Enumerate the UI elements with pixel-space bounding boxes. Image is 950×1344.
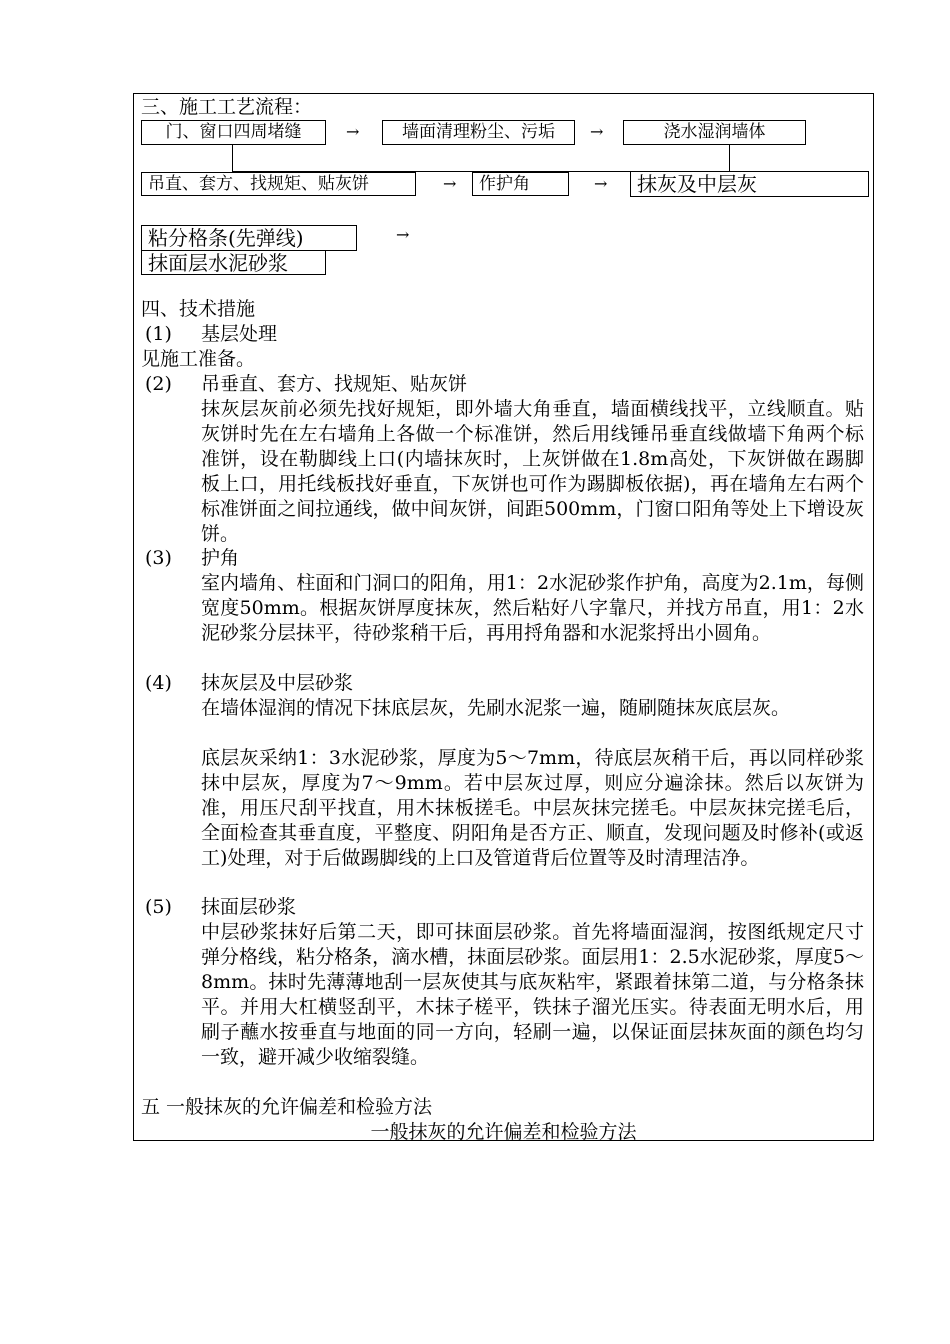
section4-heading: 四、技术措施 [141, 298, 256, 320]
item2-text: 抹灰层灰前必须先找好规矩，即外墙大角垂直，墙面横线找平，立线顺直。贴灰饼时先在左右墙角上各做一个标准饼，然后用线锤吊垂直线做墙下角两个标准饼，设在勒脚线上口(内墙抹灰时，上灰饼做在1.8m高处，下灰饼做在踢脚板上口，用托线板找好垂直，下灰饼也可作为踢脚板依据)，再在墙角左右两个标准饼面之间拉通线，做中间灰饼，间距500mm，门窗口阳角等处上下增设灰饼。 [201, 398, 864, 545]
flow-box-wall-cleaning: 墙面清理粉尘、污垢 [382, 120, 575, 145]
flow-arrow-4: → [594, 174, 608, 193]
flow-box-door-window-seal: 门、窗口四周堵缝 [141, 120, 326, 145]
item3-title: 护角 [201, 547, 240, 569]
item4-text-2: 底层灰采纳1：3水泥砂浆，厚度为5～7mm，待底层灰稍干后，再以同样砂浆抹中层灰，厚度为7～9mm。若中层灰过厚，则应分遍涂抹。然后以灰饼为准，用压尺刮平找直，用木抹板搓毛。中层灰抹完搓毛。中层灰抹完搓毛后，全面检查其垂直度，平整度、阴阳角是否方正、顺直，发现问题及时修补(或返工)处理，对于后做踢脚线的上口及管道背后位置等及时清理洁净。 [201, 747, 864, 869]
flow-box-divider-strip: 粘分格条(先弹线) [141, 225, 357, 251]
item5-title: 抹面层砂浆 [201, 896, 297, 918]
flow-arrow-5: → [396, 225, 410, 244]
flow-box-surface-mortar: 抹面层水泥砂浆 [141, 250, 326, 275]
item5-text: 中层砂浆抹好后第二天，即可抹面层砂浆。首先将墙面湿润，按图纸规定尺寸弹分格线，粘分格条，滴水槽，抹面层砂浆。面层用1：2.5水泥砂浆，厚度5～8mm。抹时先薄薄地刮一层灰使其与底灰粘牢，紧跟着抹第二道，与分格条抹平。并用大杠横竖刮平，木抹子槎平，铁抹子溜光压实。待表面无明水后，用刷子蘸水按垂直与地面的同一方向，轻刷一遍，以保证面层抹灰面的颜色均匀一致，避开减少收缩裂缝。 [201, 921, 864, 1068]
item2-title: 吊垂直、套方、找规矩、贴灰饼 [201, 373, 468, 395]
section3-heading: 三、施工工艺流程： [141, 96, 313, 118]
item1-title: 基层处理 [201, 323, 278, 345]
item4-text-1: 在墙体湿润的情况下抹底层灰，先刷水泥浆一遍，随刷随抹灰底层灰。 [201, 697, 791, 719]
flow-box-plumb-square: 吊直、套方、找规矩、贴灰饼 [141, 172, 416, 196]
item4-title: 抹灰层及中层砂浆 [201, 672, 354, 694]
flow-connector-right [729, 145, 730, 172]
item5-number: (5) [145, 896, 172, 918]
item3-number: (3) [145, 547, 172, 569]
item1-number: (1) [145, 323, 172, 345]
flow-connector-left [232, 145, 233, 172]
item1-text: 见施工准备。 [141, 348, 256, 370]
item2-number: (2) [145, 373, 172, 395]
flow-box-wet-wall: 浇水湿润墙体 [623, 120, 806, 145]
flow-arrow-2: → [590, 122, 604, 141]
table-title: 一般抹灰的允许偏差和检验方法 [370, 1121, 637, 1143]
flow-arrow-3: → [443, 174, 457, 193]
item3-text: 室内墙角、柱面和门洞口的阳角，用1：2水泥砂浆作护角，高度为2.1m，每侧宽度50mm。根据灰饼厚度抹灰，然后粘好八字靠尺，并找方吊直，用1：2水泥砂浆分层抹平，待砂浆稍干后，再用捋角器和水泥浆捋出小圆角。 [201, 572, 864, 644]
flow-arrow-1: → [346, 122, 360, 141]
flow-box-plaster-middle-layer: 抹灰及中层灰 [630, 171, 869, 197]
flow-box-corner-protection: 作护角 [472, 172, 569, 196]
section5-heading: 五 一般抹灰的允许偏差和检验方法 [141, 1096, 433, 1118]
item4-number: (4) [145, 672, 172, 694]
